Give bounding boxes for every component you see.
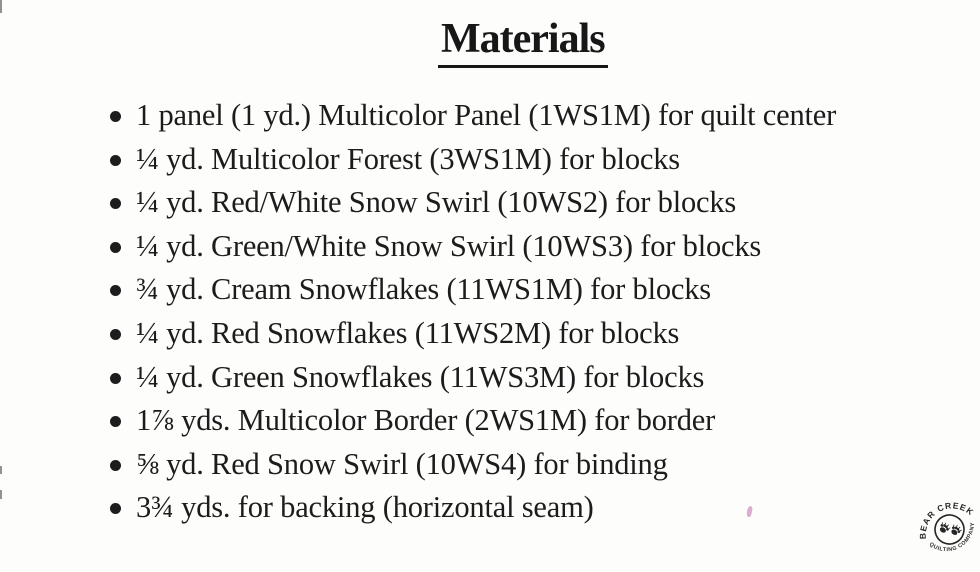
list-item-text: 3¾ yds. for backing (horizontal seam)	[136, 490, 594, 525]
bullet-icon	[110, 460, 121, 471]
page-title: Materials	[438, 16, 608, 68]
bullet-icon	[110, 242, 121, 253]
list-item	[110, 94, 950, 138]
bullet-icon	[110, 198, 121, 209]
list-item-text: ¼ yd. Red/White Snow Swirl (10WS2) for blocks	[136, 185, 737, 220]
list-item	[110, 268, 950, 312]
list-item-text: ¼ yd. Multicolor Forest (3WS1M) for blocks	[136, 141, 680, 176]
bullet-icon	[110, 329, 121, 340]
bullet-icon	[110, 285, 121, 296]
list-item	[110, 399, 950, 443]
list-item-text: ⅝ yd. Red Snow Swirl (10WS4) for binding	[136, 446, 668, 481]
list-item-text: 1⅞ yds. Multicolor Border (2WS1M) for border	[136, 403, 716, 438]
scan-edge-artifact	[0, 490, 2, 499]
list-item	[110, 443, 950, 487]
list-item-text: ¼ yd. Green/White Snow Swirl (10WS3) for blocks	[136, 228, 762, 263]
list-item-text: 1 panel (1 yd.) Multicolor Panel (1WS1M) for quilt center	[136, 98, 837, 132]
materials-list	[110, 94, 950, 530]
stamp-bottom-text: QUILTING COMPANY	[927, 522, 976, 554]
scan-edge-artifact	[0, 0, 2, 13]
bullet-icon	[110, 416, 121, 427]
stamp-top-text: BEAR CREEK	[917, 500, 976, 540]
bullet-icon	[110, 111, 121, 122]
list-item	[110, 356, 950, 400]
list-item-text: ¼ yd. Red Snowflakes (11WS2M) for blocks	[136, 315, 680, 350]
bullet-icon	[110, 373, 121, 384]
list-item	[110, 181, 950, 225]
list-item-text: ¾ yd. Cream Snowflakes (11WS1M) for blocks	[136, 272, 711, 307]
list-item-text: ¼ yd. Green Snowflakes (11WS3M) for blocks	[136, 359, 705, 394]
list-item	[110, 486, 950, 530]
list-item	[110, 138, 950, 182]
list-item	[110, 225, 950, 269]
bullet-icon	[110, 503, 121, 514]
scan-edge-artifact	[0, 466, 2, 474]
bullet-icon	[110, 155, 121, 166]
list-item	[110, 312, 950, 356]
